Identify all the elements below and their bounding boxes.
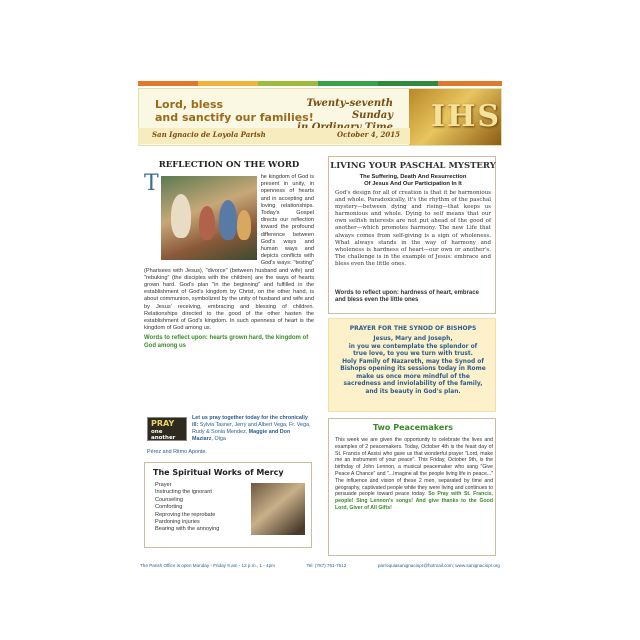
list-item: Prayer: [155, 482, 172, 488]
paschal-subtitle: [329, 174, 497, 188]
header-title-line1: Lord, bless: [155, 98, 224, 111]
synod-title: PRAYER FOR THE SYNOD OF BISHOPS: [349, 325, 477, 332]
sunday-line1: Twenty-seventh Sunday: [306, 98, 393, 121]
footer: [140, 563, 500, 568]
color-stripe: [138, 81, 502, 86]
synod-prayer-box: [328, 318, 496, 412]
paschal-words: Words to reflect upon: hardness of heart, embrace and bless even the little ones: [335, 290, 479, 304]
phone-number: Tel: (787) 761-7512: [306, 563, 347, 568]
reflection-body: [144, 171, 314, 332]
ihs-image: [409, 89, 501, 145]
mercy-title: The Spiritual Works of Mercy: [153, 468, 284, 477]
reflection-words: Words to reflect upon: hearts grown hard, the kingdom of God among us: [144, 335, 309, 349]
list-item: Reproving the reprobate: [155, 511, 216, 518]
prayer-names: [192, 415, 312, 443]
prayer-line: sacredness and inviolability of the family,: [343, 381, 483, 387]
reflection-section: [144, 160, 314, 350]
jesus-children-image: [161, 176, 257, 260]
prayer-line: and its beauty in God's plan.: [365, 388, 461, 395]
prayer-line: Holy Family of Nazareth, may the Synod of: [342, 358, 484, 365]
paschal-mystery-box: [328, 156, 496, 314]
list-item: Instructing the ignorant: [155, 489, 212, 496]
bulletin-date: October 4, 2015: [337, 130, 400, 139]
peacemakers-text: This week we are given the opportunity to celebrate the lives and examples of 2 peacemakers. Today, October 4th is the feast day of St. Francis of Assisi who gave us that wonderful prayer "Lord, make me an instrument of your peace". This Friday, October 9th, is the birthday of John Lennon, a musical peacemaker who sang "Give Peace A Chance" and "...Imagine all the people living life in peace..." The influence and vision of these 2 men, separated by time and geography, captivated people while they were living and continues to persuade people toward peace today.: [335, 437, 493, 498]
peacemakers-body: [335, 437, 493, 512]
paschal-subtitle-line2: Of Jesus And Our Participation In It: [364, 181, 462, 187]
paschal-body: God's design for all of creation is that it be harmonious and whole. Paradoxically, it's the rhythm of the paschal mystery—between dying and rising—that keeps us harmonious and whole. Dying to self means that our own selfish interests are not put ahead of the good of another—which promotes harmony. The new Life that always comes from self-giving is a sign of wholeness. What always stands in the way of harmony and wholeness is hardness of heart—our own or another's. The challenge is in the example of Jesus: embrace and bless even the little ones.: [335, 190, 491, 267]
prayer-line: in you we contemplate the splendor of: [348, 343, 478, 350]
contact-info: parroquiasanignaciopr@hotmail.com; www.sanignaciopr.org: [377, 563, 500, 568]
drop-cap: T: [144, 171, 159, 196]
ihs-monogram: IHS: [431, 99, 501, 134]
prayer-names-line2: Pérez and Ritmo Aponte.: [147, 449, 207, 455]
header-title: [155, 98, 314, 124]
reflection-title: REFLECTION ON THE WORD: [158, 160, 300, 170]
list-item: Bearing with the annoying: [155, 526, 220, 533]
mercy-image: [251, 483, 305, 535]
mercy-list: [155, 482, 219, 534]
pray-logo-text: PRAY: [151, 419, 175, 428]
prayer-lead: Let us pray together today for the chronically ill:: [192, 415, 308, 428]
peacemakers-title: Two Peacemakers: [372, 423, 454, 432]
paschal-subtitle-line1: The Suffering, Death And Resurrection: [359, 174, 467, 180]
prayer-names-text: Sylvia Tasner, Jerry and Albert Vega, Fr. Vega, Rudy & Sonia Mendez,: [192, 422, 311, 435]
list-item: Pardoning injuries: [155, 519, 200, 526]
prayer-names-end: , Olga: [211, 436, 226, 442]
list-item: Counseling: [155, 496, 183, 503]
prayer-line: Jesus, Mary and Joseph,: [373, 336, 453, 342]
reflection-text: he kingdom of God is present in unity, in openness of hearts and in accepting and loving relationships. Today's Gospel directs our reflection toward the profound difference between God's ways and human ways and depicts conflicts with God's ways: "testing" (Pharisees with Jesus), "divorce" (between husband and wife) and "rebuking" (the disciples with the children) are the ways of hearts grown hard. God's plan "in the beginning" and fulfilled in the establishment of God's kingdom by Christ, on the other hand, is about communion, symbolized by the unity of husband and wife and by Jesus' receiving, embracing and blessing of children. Relationships directed to the good of the other hasten the establishment of God's kingdom. In such openness of heart is the kingdom of God among us.: [144, 174, 314, 332]
prayer-names-bold: Maggie and Don Maziarz: [192, 429, 291, 442]
office-hours: The Parish Office is open Monday - Friday 9 am - 12 p.m., 1 - 4pm: [140, 563, 275, 568]
parish-name: San Ignacio de Loyola Parish: [152, 130, 266, 139]
prayer-line: make us once more mindful of the: [356, 373, 470, 380]
header-title-line2: and sanctify our families!: [155, 111, 314, 124]
list-item: Comforting: [155, 504, 183, 511]
pray-logo-subtext: one another: [151, 429, 176, 441]
peacemakers-box: [328, 418, 496, 556]
paschal-title: LIVING YOUR PASCHAL MYSTERY: [330, 161, 496, 171]
works-of-mercy-box: [144, 462, 312, 548]
prayer-line: Bishops opening its sessions today in Rome: [340, 366, 486, 372]
synod-prayer-text: [335, 336, 491, 396]
peacemakers-callout: So Pray with St. Francis, people! Sing Lennon's songs! And give thanks to the Good Lord, Giver of All Gifts!: [335, 491, 493, 511]
pray-logo: [147, 417, 187, 441]
prayer-list: [144, 412, 312, 456]
prayer-line: true love, to you we turn with trust.: [353, 351, 473, 357]
parish-date-bar: [138, 128, 410, 144]
